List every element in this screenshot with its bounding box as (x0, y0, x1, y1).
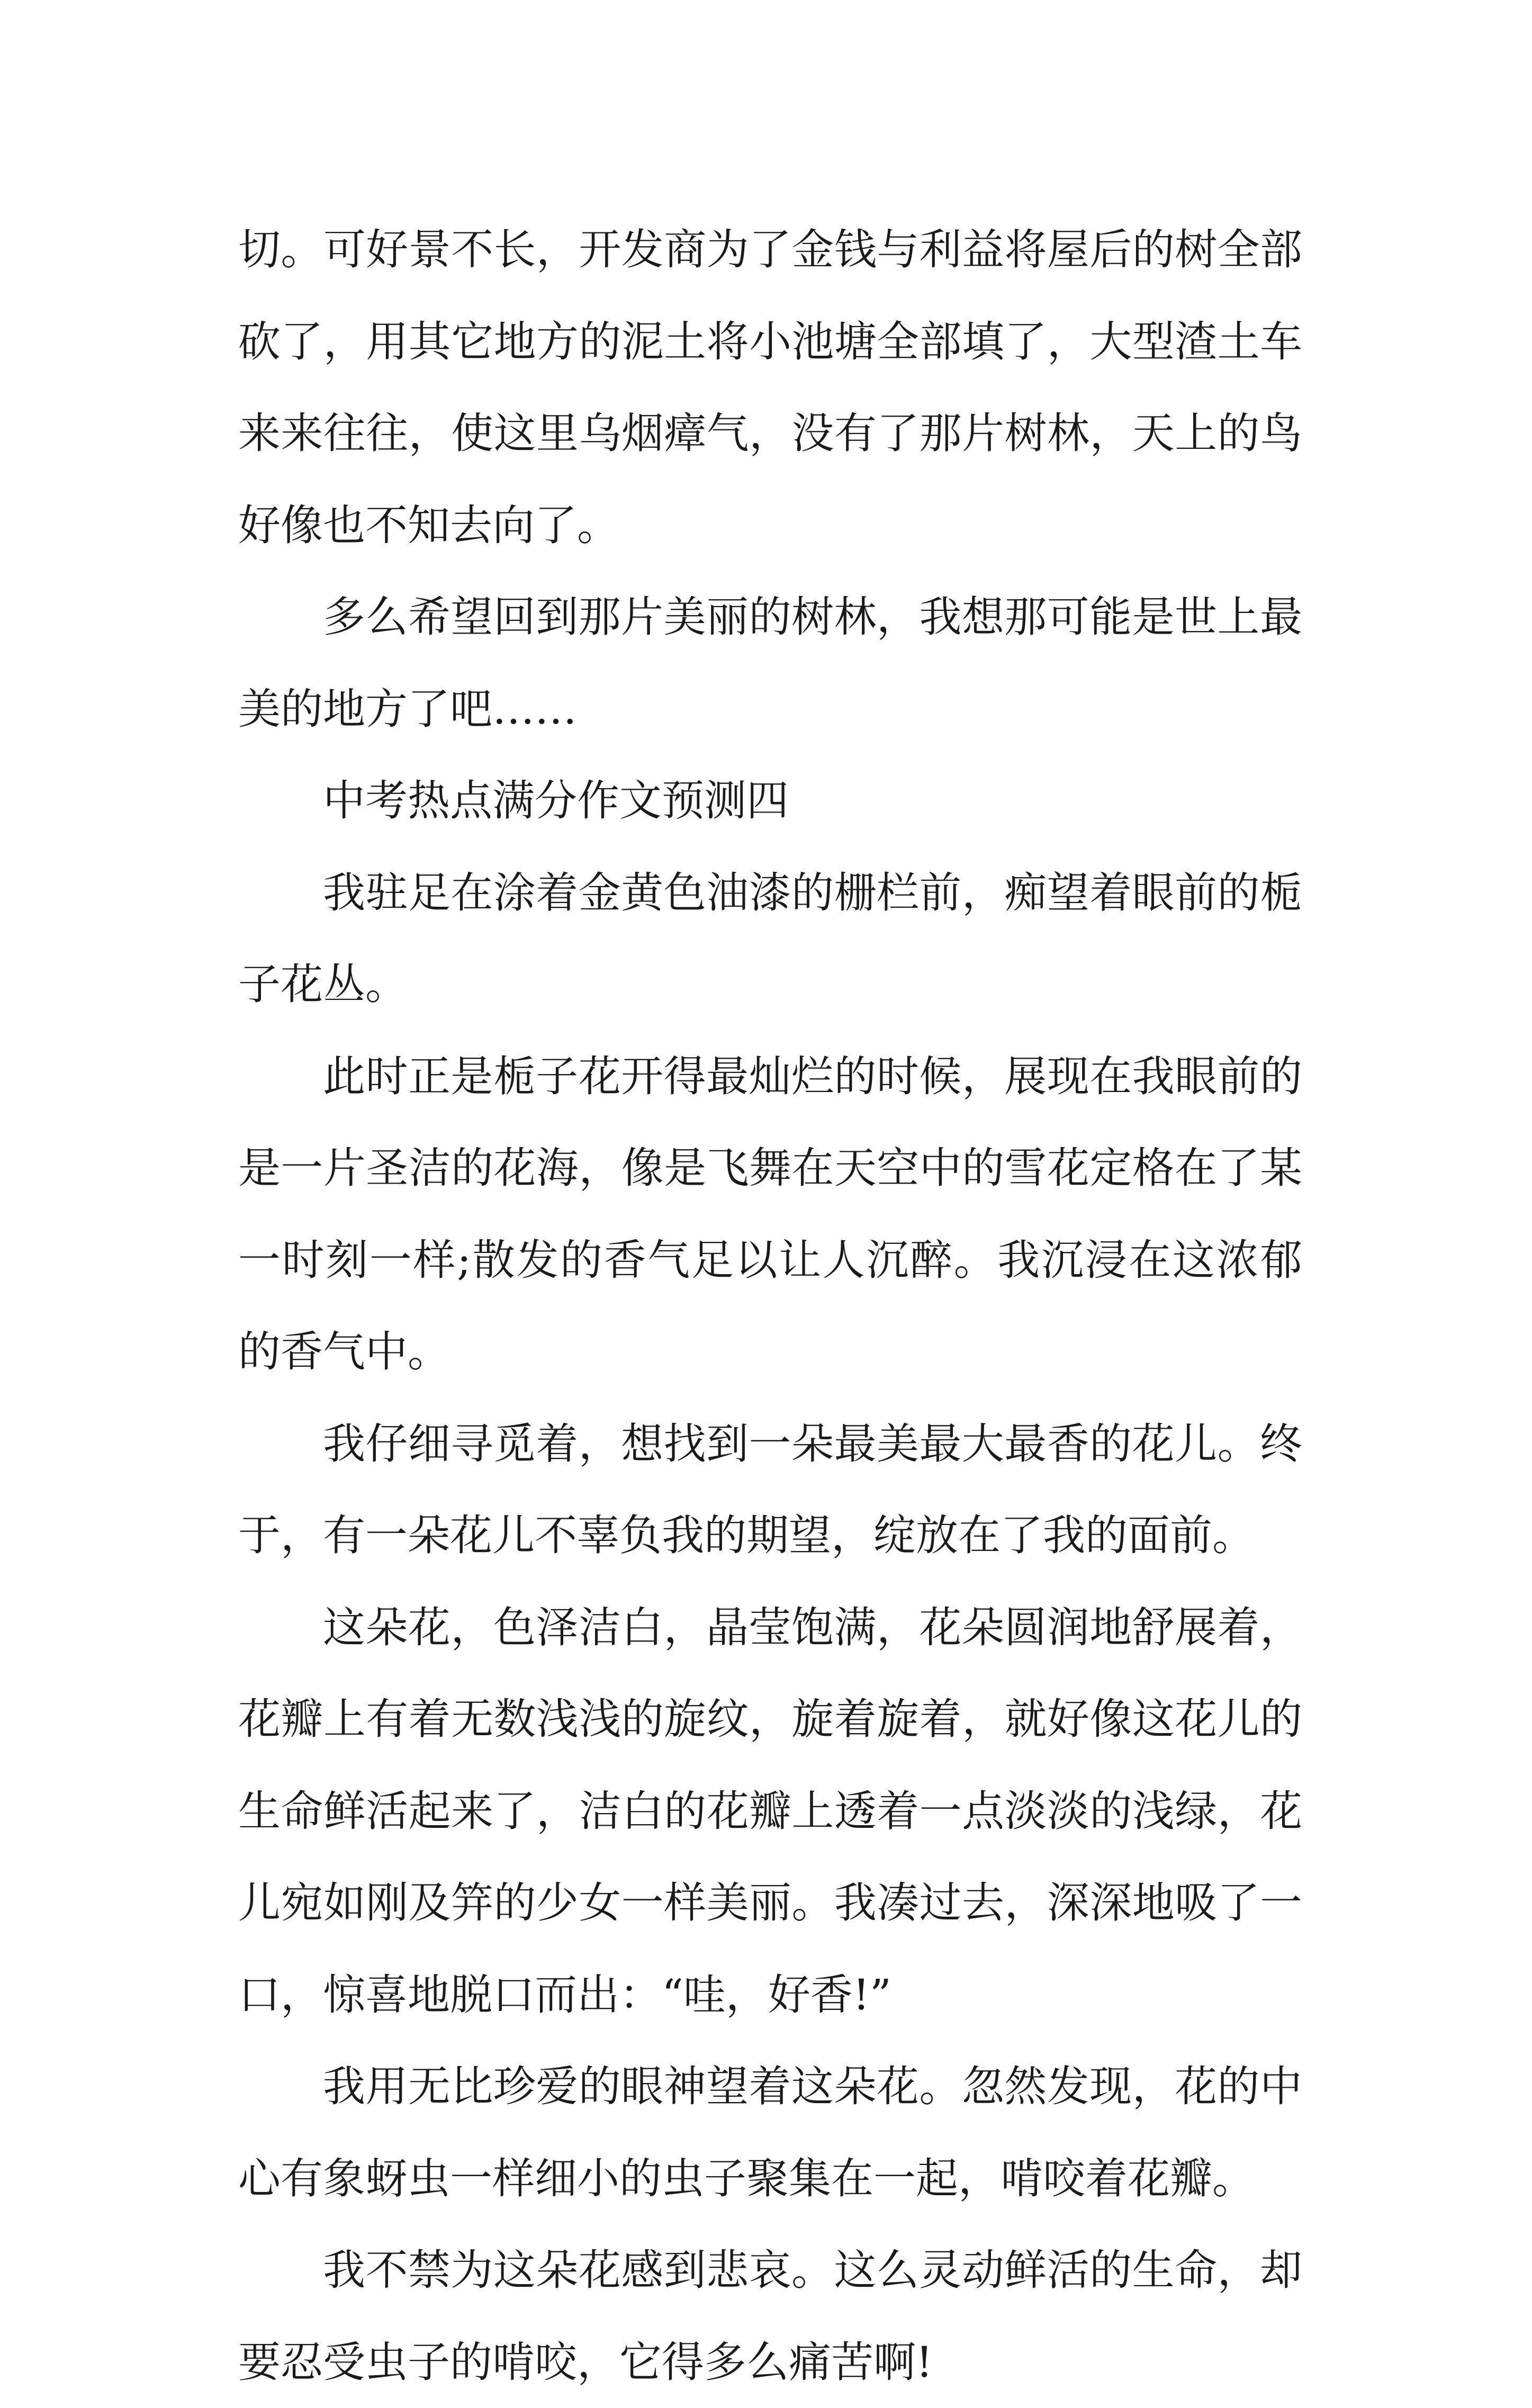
paragraph-8: 我不禁为这朵花感到悲哀。这么灵动鲜活的生命，却要忍受虫子的啃咬，它得多么痛苦啊! (238, 2245, 1302, 2387)
paragraph-2: 多么希望回到那片美丽的树林，我想那可能是世上最美的地方了吧…… (238, 592, 1302, 734)
paragraph-7: 我用无比珍爱的眼神望着这朵花。忽然发现，花的中心有象蚜虫一样细小的虫子聚集在一起，啃咬着花瓣。 (238, 2062, 1302, 2203)
paragraph-6: 这朵花，色泽洁白，晶莹饱满，花朵圆润地舒展着，花瓣上有着无数浅浅的旋纹，旋着旋着，就好像这花儿的生命鲜活起来了，洁白的花瓣上透着一点淡淡的浅绿，花儿宛如刚及笄的少女一样美丽。我凑过去，深深地吸了一口，惊喜地脱口而出：“哇，好香!” (238, 1602, 1302, 2019)
paragraph-1: 切。可好景不长，开发商为了金钱与利益将屋后的树全部砍了，用其它地方的泥土将小池塘全部填了，大型渣土车来来往往，使这里乌烟瘴气，没有了那片树林，天上的鸟好像也不知去向了。 (238, 225, 1302, 550)
paragraph-4: 此时正是栀子花开得最灿烂的时候，展现在我眼前的是一片圣洁的花海，像是飞舞在天空中的雪花定格在了某一时刻一样;散发的香气足以让人沉醉。我沉浸在这浓郁的香气中。 (238, 1051, 1302, 1376)
document-page (238, 204, 1302, 2408)
section-heading: 中考热点满分作文预测四 (323, 776, 789, 825)
paragraph-5: 我仔细寻觅着，想找到一朵最美最大最香的花儿。终于，有一朵花儿不辜负我的期望，绽放在了我的面前。 (238, 1419, 1302, 1560)
paragraph-3: 我驻足在涂着金黄色油漆的栅栏前，痴望着眼前的栀子花丛。 (238, 868, 1302, 1009)
